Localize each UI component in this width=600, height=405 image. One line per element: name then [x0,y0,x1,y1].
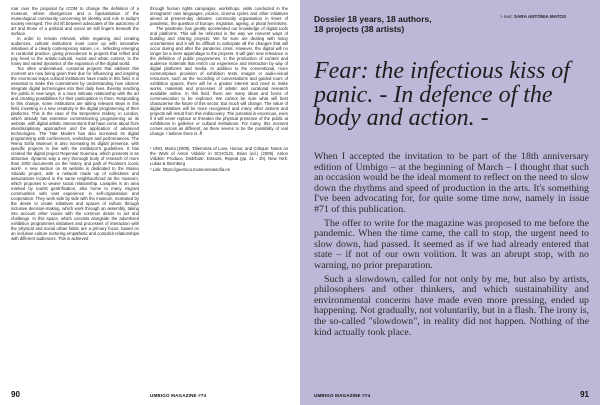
paragraph-text: The pandemic has greatly accelerated our knowledge of digital tools and platforms. This will be reflected in the way we reinvent ways of building and sharing projects. We for sure are dealing with many uncertainties and it will be difficult to anticipate all the changes that will occur during and after the pandemic crisis. However, the digital will no longer be a mere appendage to the projects. It will gain new relevance in the definition of public programmes, in the production of content and audience materials that enrich our experience and interaction by way of digital platforms and media. In addition to the conventional, more commonplace provision of exhibition texts, images or audio-visual resources, such as the recording of conversations and guided tours of exhibition spaces, there will be a greater interest and need to make works, materials and processes of artistic and curatorial research available online. In this field, there are many ideas and forms of communication to be explored. We cannot be sure what will best characterise the future of this sector. But much will change. The value of digital initiatives will be more recognised and many other actions and projects will result from this rediscovery. The potential is enormous, even if it will never replace or threaten the physical presence of the public at exhibitions in galleries or cultural institutions. For many, this moment comes across as different, as there seems to be the possibility of real change. I believe there is. [150,26,288,136]
article-body [314,152,589,341]
paragraph: When I accepted the invitation to be part of the 18th anniversary edition of Umbigo – at the beginning of March – I thought that such an occasion would be the ideal moment to reflect on the need to slow down the rhythms and speed of production in the arts. It's something I've been advocating for, for quite some time now, namely in issue #71 of this publication. [314,151,589,215]
credit-prefix: > text: [500,14,513,19]
author-name: SARA ANTÓNIA MATOS [513,14,567,19]
article-headline: Fear: the infectious kiss of panic. - In defence of the body and action. - [314,58,570,131]
dossier-line: 18 projects (38 artists) [314,24,405,34]
paragraph: Too often undervalued, curatorial projects that address this moment are now being given their due for influencing and inspiring the enormous leaps cultural institutions have made in this field. It is essential to make this commitment by understanding how citizens integrate digital technologies into their daily lives, thereby reaching the public in new ways, in a more intimate relationship with the art and creating possibilities for their participation in them. Responding to this change, some institutions are taking relevant steps in this field, investing in a new creativity in the digital programming of their platforms. This is the case of the Serpentine Gallery, in London, which already has extensive commissioning programming on its website, with digital artistic interventions that have come about from interdisciplinary approaches and the application of advanced technologies. The Tate Modern has also increased its digital programming with conferences, workshops and performances. The Reina Sofía Museum is also increasing its digital presence, with specific projects in line with the institution's guidelines. It has created the digital project Repensar Guernica, which presents in an attractive, dynamic way a very thorough body of research of more than 2000 documents on the history and path of Picasso's iconic work¹. A new section on its website is dedicated to the Museo Situado project, with a network made up of collectives and associations located in the same neighbourhood as the museum, which proposes to weave social relationship. Lavapiés is an area marked by tourist gentrification, also home to many migrant communities with vast experience in self-organisation and cooperation. They work side by side with the museum, motivated by the desire to create initiatives and spaces of culture through inclusive decision-making, which work through an assembly, taking into account other voices with the common desire to act and challenge. In this space, which coexists alongside the advertised exhibition programmes initiatives and processes of interaction with the physical and social urban fabric are a primary focus, based on an inclusive culture nurturing empathetic and complicit relationships with different audiences. This is achieved [11,66,139,241]
page-number-left: 90 [11,390,20,399]
left-column-2 [150,6,288,173]
footnotes [150,146,288,172]
paragraph: Such a slowdown, called for not only by me, but also by artists, philosophers and other thinkers, and which sustainability and environmental concerns have made even more pressing, ended up happening. Not gradually, not voluntarily, but in a flash. The irony is, the so-called "slowdown", in reality did not happen. Nothing of the kind actually took place. [314,273,589,338]
paragraph: roar over the proposal by ICOM to change the definition of a museum, where divergences and a bipolarisation of the museological community concerning its identity and role in today's society emerged. The old rift between advocates of the autonomy of art and those of a political and social art still lingers beneath the surface. [11,6,139,36]
paragraph: through human rights campaigns, workshops, visits conducted in the immigrants' own languages, picnics, cinema cycles and other initiatives aimed at present-day debates: community organisation in times of pandemic, the question of Europe, migration, ageing, or plural feminisms. [150,6,288,26]
end-mark: // [199,131,202,136]
right-page [300,0,600,405]
paragraph [150,26,288,136]
paragraph: The offer to write for the magazine was proposed to me before the pandemic. When the time came, the call to stop, the urgent need to slow down, had passed. It seemed as if we had already entered that state – if not of our own volition. It was an abrupt stop, with no warning, no prior preparation. [314,217,589,271]
footnote: ¹ UNO, María (2009). 'Dilemmas of Love, Humor, and Critique: Notes on the Work of Anton Vidokle' in SCHOLIS, Brian (ed.) (2009). Anton Vidokle: Produce, Distribute, Discuss, Repeat (pp. 21 - 30). New York: Lukas & Sternberg [150,146,288,166]
left-column-1 [11,6,139,241]
page-number-right: 91 [580,390,589,399]
author-credit [500,14,596,19]
magazine-label-right: UMBIGO MAGAZINE #74 [314,393,371,398]
footnote: ² Link: https://guernica.museoreinasofia.es [150,167,230,172]
dossier-title [314,14,504,34]
paragraph: In order to remain relevant, while regaining and creating audiences, cultural institutions must come up with innovative initiatives of a clearly contemporary nature, i.e., reflecting emerging in curatorial practice, giving precedence to projects that reflect and pay heed to the artistic-cultural, social and urban context, to the many and varied dynamics of the expansion of the digital world. [11,36,139,66]
dossier-line: Dossier 18 years, 18 authors, [314,14,432,24]
magazine-label-left: UMBIGO MAGAZINE #74 [150,393,207,398]
